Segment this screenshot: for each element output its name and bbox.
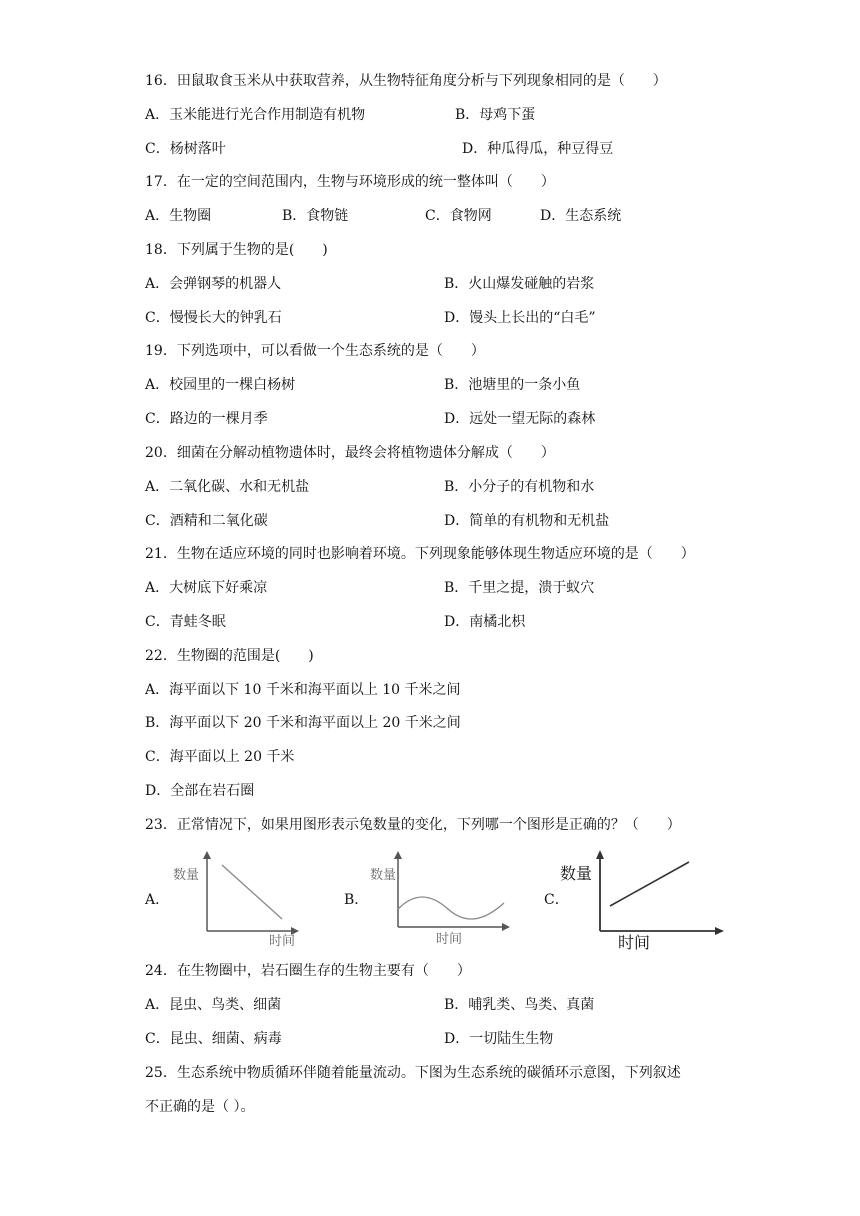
graph-b-xlabel: 时间: [436, 932, 463, 947]
graph-c-y-arrow: [596, 850, 604, 859]
graph-c-x-arrow: [715, 927, 724, 935]
question-16-option-b[interactable]: B．母鸡下蛋: [455, 107, 536, 123]
question-24-option-c[interactable]: C．昆虫、细菌、病毒: [145, 1031, 282, 1047]
question-18-option-a[interactable]: A．会弹钢琴的机器人: [145, 276, 282, 292]
question-20-option-a[interactable]: A．二氧化碳、水和无机盐: [145, 479, 310, 495]
question-24-stem: 24．在生物圈中，岩石圈生存的生物主要有（ ）: [145, 963, 471, 979]
graph-c: [560, 847, 725, 951]
question-24-option-d[interactable]: D．一切陆生生物: [444, 1031, 554, 1047]
question-22-option-c[interactable]: C．海平面以上 20 千米: [145, 749, 295, 765]
graph-c-trend-line: [610, 862, 689, 906]
question-19-stem: 19．下列选项中，可以看做一个生态系统的是（ ）: [145, 343, 485, 359]
question-21-option-c[interactable]: C．青蛙冬眠: [145, 614, 226, 630]
question-20-stem: 20．细菌在分解动植物遗体时，最终会将植物遗体分解成（ ）: [145, 445, 555, 461]
question-23-option-a[interactable]: A．: [145, 892, 170, 908]
question-18-stem: 18．下列属于生物的是( ): [145, 242, 328, 258]
question-16-option-a[interactable]: A．玉米能进行光合作用制造有机物: [145, 107, 366, 123]
question-18-option-b[interactable]: B．火山爆发碰触的岩浆: [444, 276, 595, 292]
question-20-option-d[interactable]: D．简单的有机物和无机盐: [444, 513, 610, 529]
question-22-option-b[interactable]: B．海平面以下 20 千米和海平面以上 20 千米之间: [145, 715, 461, 731]
question-21-option-d[interactable]: D．南橘北枳: [444, 614, 526, 630]
question-25-stem-continued: 不正确的是（ ）。: [145, 1099, 255, 1115]
question-21-option-a[interactable]: A．大树底下好乘凉: [145, 580, 268, 596]
question-16-stem: 16．田鼠取食玉米从中获取营养，从生物特征角度分析与下列现象相同的是（ ）: [145, 73, 667, 89]
question-22-stem: 22．生物圈的范围是( ): [145, 648, 314, 664]
question-17-option-a[interactable]: A．生物圈: [145, 208, 212, 224]
question-25-stem: 25．生态系统中物质循环伴随着能量流动。下图为生态系统的碳循环示意图，下列叙述: [145, 1065, 681, 1081]
graph-a-ylabel: 数量: [173, 868, 200, 883]
question-16-option-d[interactable]: D．种瓜得瓜，种豆得豆: [462, 141, 614, 157]
question-16-option-c[interactable]: C．杨树落叶: [145, 141, 226, 157]
question-19-option-b[interactable]: B．池塘里的一条小鱼: [444, 377, 581, 393]
question-24-option-b[interactable]: B．哺乳类、鸟类、真菌: [444, 997, 595, 1013]
question-23-option-c[interactable]: C．: [544, 892, 569, 908]
graph-b-trend-line: [398, 897, 504, 919]
question-23-stem: 23．正常情况下，如果用图形表示兔数量的变化，下列哪一个图形是正确的？（ ）: [145, 817, 681, 833]
question-17-option-b[interactable]: B．食物链: [282, 208, 349, 224]
graph-c-xlabel: 时间: [618, 933, 651, 951]
graph-b-y-arrow: [394, 851, 402, 859]
question-18-option-c[interactable]: C．慢慢长大的钟乳石: [145, 310, 282, 326]
graph-a-xlabel: 时间: [269, 934, 296, 949]
question-21-stem: 21．生物在适应环境的同时也影响着环境。下列现象能够体现生物适应环境的是（ ）: [145, 546, 695, 562]
question-18-option-d[interactable]: D．馒头上长出的“白毛”: [444, 310, 596, 326]
graph-b: [366, 847, 511, 949]
question-17-stem: 17．在一定的空间范围内，生物与环境形成的统一整体叫（ ）: [145, 174, 555, 190]
question-22-option-a[interactable]: A．海平面以下 10 千米和海平面以上 10 千米之间: [145, 682, 461, 698]
graph-c-ylabel: 数量: [560, 864, 593, 883]
graph-a-trend-line: [222, 865, 282, 919]
question-24-option-a[interactable]: A．昆虫、鸟类、细菌: [145, 997, 282, 1013]
question-23-option-b[interactable]: B．: [344, 892, 369, 908]
question-19-option-a[interactable]: A．校园里的一棵白杨树: [145, 377, 296, 393]
question-19-option-c[interactable]: C．路边的一棵月季: [145, 411, 268, 427]
graph-b-x-arrow: [502, 923, 510, 931]
question-20-option-b[interactable]: B．小分子的有机物和水: [444, 479, 595, 495]
question-19-option-d[interactable]: D．远处一望无际的森林: [444, 411, 596, 427]
question-17-option-d[interactable]: D．生态系统: [540, 208, 622, 224]
graph-b-ylabel: 数量: [370, 868, 397, 883]
question-21-option-b[interactable]: B．千里之提，溃于蚁穴: [444, 580, 595, 596]
graph-a-y-arrow: [203, 851, 211, 859]
question-20-option-c[interactable]: C．酒精和二氧化碳: [145, 513, 268, 529]
question-22-option-d[interactable]: D．全部在岩石圈: [145, 783, 255, 799]
question-17-option-c[interactable]: C．食物网: [425, 208, 492, 224]
graph-a: [165, 847, 300, 949]
